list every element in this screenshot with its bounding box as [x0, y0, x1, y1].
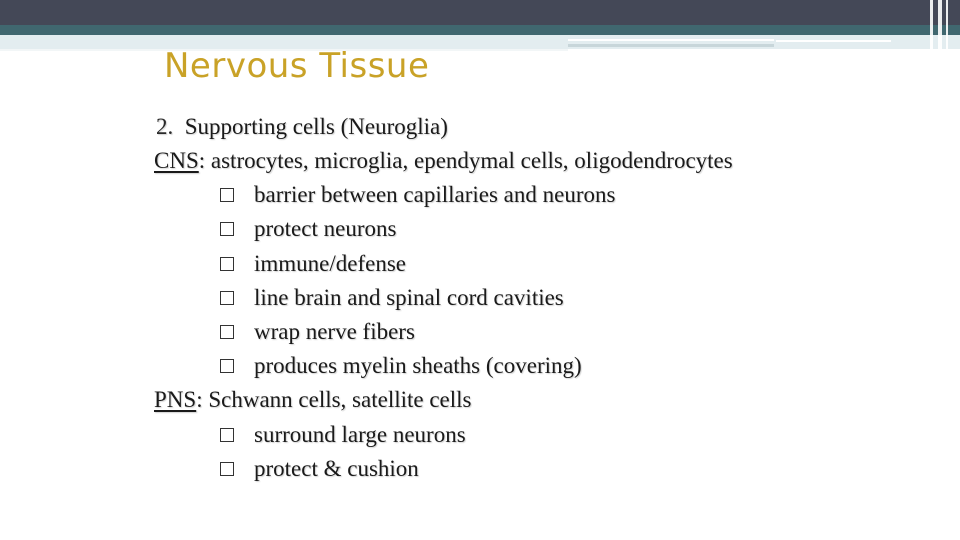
cns-line: [154, 148, 733, 174]
pns-line: [154, 387, 472, 413]
checkbox-icon: [220, 257, 234, 271]
cns-label: CNS: [154, 148, 199, 173]
pns-bullet-text: surround large neurons: [254, 422, 466, 447]
pns-label: PNS: [154, 387, 197, 412]
pns-bullet-text: protect & cushion: [254, 456, 419, 481]
point-highlight: Neuroglia: [348, 114, 441, 139]
checkbox-icon: [220, 428, 234, 442]
cns-bullet: [220, 319, 415, 345]
slide-title: Nervous Tissue: [164, 46, 430, 86]
cns-bullet-text: line brain and spinal cord cavities: [254, 285, 564, 310]
cns-bullet-text: immune/defense: [254, 251, 407, 276]
point-text: Supporting cells (: [184, 114, 349, 139]
cns-bullet: [220, 285, 564, 311]
checkbox-icon: [220, 462, 234, 476]
cns-bullet: [220, 353, 582, 379]
cns-bullet-text: barrier between capillaries and neurons: [254, 182, 616, 207]
cns-bullet-text: wrap nerve fibers: [254, 319, 415, 344]
cns-sep: :: [198, 148, 206, 173]
pns-bullet: [220, 422, 466, 448]
cns-bullet: [220, 182, 615, 208]
cns-bullet-text: produces myelin sheaths (covering): [254, 353, 582, 378]
checkbox-icon: [220, 291, 234, 305]
pns-text: Schwann cells, satellite cells: [202, 387, 472, 412]
checkbox-icon: [220, 188, 234, 202]
cns-bullet-text: protect neurons: [254, 216, 397, 241]
checkbox-icon: [220, 359, 234, 373]
point-close: ): [440, 114, 448, 139]
checkbox-icon: [220, 325, 234, 339]
pns-sep: :: [196, 387, 203, 412]
point-line: [156, 114, 448, 140]
pns-bullet: [220, 456, 419, 482]
cns-text: astrocytes, microglia, ependymal cells, oligodendrocytes: [205, 148, 733, 173]
cns-bullet: [220, 216, 396, 242]
point-number: 2.: [156, 114, 174, 139]
cns-bullet: [220, 251, 406, 277]
checkbox-icon: [220, 222, 234, 236]
